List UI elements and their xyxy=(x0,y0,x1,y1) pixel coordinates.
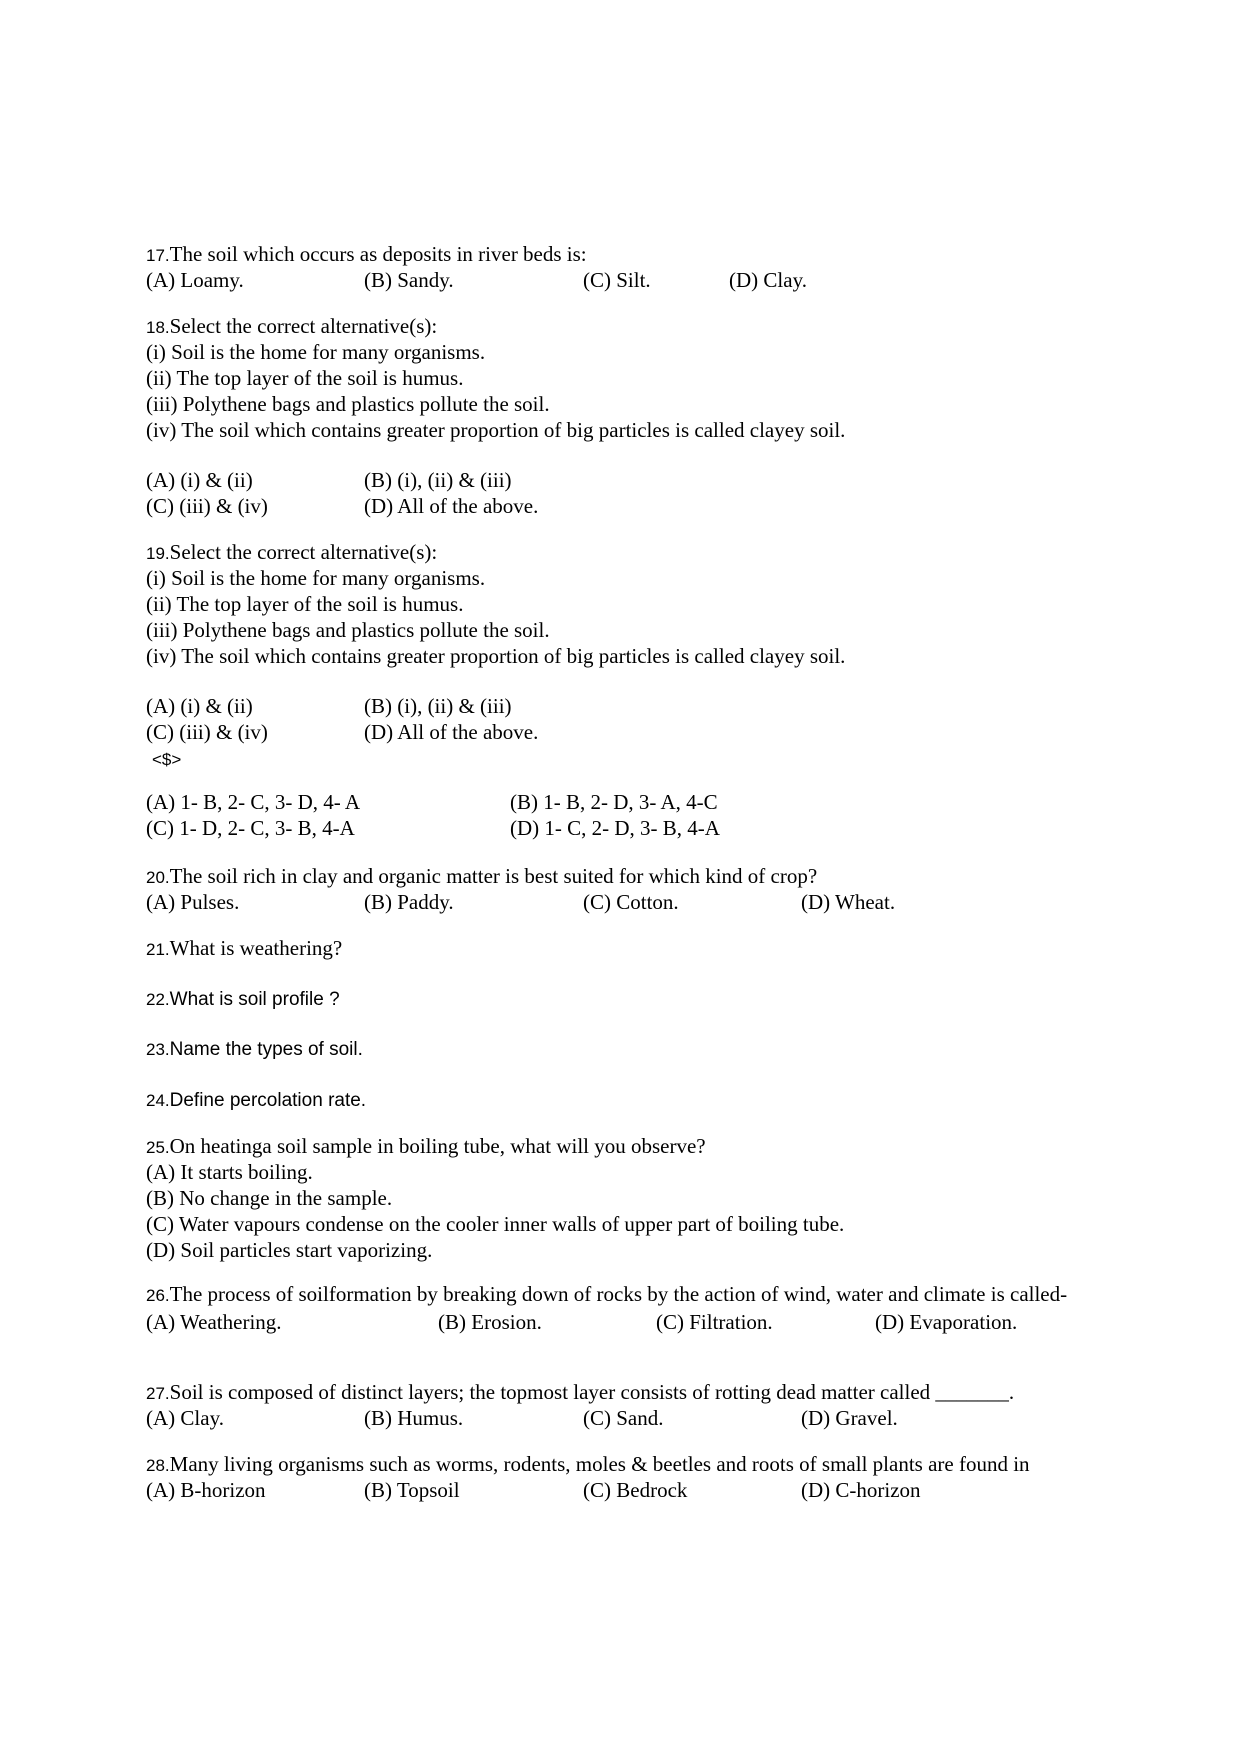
question-text: The soil which occurs as deposits in river beds is: xyxy=(169,242,587,266)
options-row xyxy=(146,1477,1126,1503)
options-row xyxy=(146,467,1126,493)
option-b: (B) Topsoil xyxy=(364,1478,460,1502)
option-b: (B) Sandy. xyxy=(364,268,454,292)
question-25 xyxy=(146,1133,1126,1263)
question-number: 17. xyxy=(146,246,170,265)
option-d: (D) All of the above. xyxy=(364,494,539,518)
question-number: 22. xyxy=(146,990,170,1009)
question-17 xyxy=(146,241,1126,293)
question-28 xyxy=(146,1451,1126,1503)
option-d: (D) Soil particles start vaporizing. xyxy=(146,1238,433,1262)
question-number: 20. xyxy=(146,868,170,887)
question-21 xyxy=(146,935,1126,961)
statement: (ii) The top layer of the soil is humus. xyxy=(146,366,464,390)
question-text: What is soil profile ? xyxy=(169,989,340,1010)
placeholder-marker: <$> xyxy=(152,750,182,769)
option-b: (B) (i), (ii) & (iii) xyxy=(364,468,512,492)
options-row xyxy=(146,1309,1126,1335)
question-27 xyxy=(146,1379,1126,1431)
options-row xyxy=(146,493,1126,519)
question-18 xyxy=(146,313,1126,519)
question-text: Many living organisms such as worms, rodents, moles & beetles and roots of small plants are found in xyxy=(169,1452,1030,1476)
question-text: Select the correct alternative(s): xyxy=(169,540,438,564)
question-23 xyxy=(146,1035,1126,1061)
question-number: 23. xyxy=(146,1040,170,1059)
question-20 xyxy=(146,863,1126,915)
option-d: (D) All of the above. xyxy=(364,720,539,744)
option-c: (C) Filtration. xyxy=(656,1310,773,1334)
options-row xyxy=(146,1405,1126,1431)
question-19 xyxy=(146,539,1126,841)
option-a: (A) Pulses. xyxy=(146,890,240,914)
option-c: (C) Cotton. xyxy=(583,890,679,914)
option-a: (A) B-horizon xyxy=(146,1478,266,1502)
question-text: Soil is composed of distinct layers; the topmost layer consists of rotting dead matter called _______. xyxy=(169,1380,1015,1404)
question-text: Select the correct alternative(s): xyxy=(169,314,438,338)
statement: (iii) Polythene bags and plastics pollute the soil. xyxy=(146,618,550,642)
option-c: (C) Silt. xyxy=(583,268,651,292)
option-d: (D) Clay. xyxy=(729,268,807,292)
question-24 xyxy=(146,1086,1126,1112)
question-22 xyxy=(146,985,1126,1011)
option-a: (A) Loamy. xyxy=(146,268,244,292)
statement: (ii) The top layer of the soil is humus. xyxy=(146,592,464,616)
option-c: (C) Water vapours condense on the cooler inner walls of upper part of boiling tube. xyxy=(146,1212,845,1236)
option-c: (C) (iii) & (iv) xyxy=(146,494,268,518)
question-text: Name the types of soil. xyxy=(169,1039,363,1060)
option-b: (B) (i), (ii) & (iii) xyxy=(364,694,512,718)
statement: (iv) The soil which contains greater proportion of big particles is called clayey soil. xyxy=(146,644,846,668)
option-a: (A) Weathering. xyxy=(146,1310,282,1334)
option-d: (D) Gravel. xyxy=(801,1406,898,1430)
option-a: (A) (i) & (ii) xyxy=(146,468,253,492)
question-number: 25. xyxy=(146,1138,170,1157)
option-c: (C) Sand. xyxy=(583,1406,664,1430)
option-a: (A) Clay. xyxy=(146,1406,224,1430)
question-text: On heatinga soil sample in boiling tube, what will you observe? xyxy=(169,1134,706,1158)
statement: (iv) The soil which contains greater proportion of big particles is called clayey soil. xyxy=(146,418,846,442)
statement: (i) Soil is the home for many organisms. xyxy=(146,566,486,590)
options-row xyxy=(146,267,1126,293)
question-text: What is weathering? xyxy=(169,936,343,960)
option-b: (B) Humus. xyxy=(364,1406,464,1430)
option-b: (B) Erosion. xyxy=(438,1310,542,1334)
question-text: The soil rich in clay and organic matter is best suited for which kind of crop? xyxy=(169,864,818,888)
match-option-b: (B) 1- B, 2- D, 3- A, 4-C xyxy=(510,790,718,814)
question-number: 24. xyxy=(146,1091,170,1110)
option-d: (D) C-horizon xyxy=(801,1478,921,1502)
option-b: (B) No change in the sample. xyxy=(146,1186,393,1210)
question-number: 27. xyxy=(146,1384,170,1403)
question-number: 26. xyxy=(146,1286,170,1305)
statement: (i) Soil is the home for many organisms. xyxy=(146,340,486,364)
match-option-c: (C) 1- D, 2- C, 3- B, 4-A xyxy=(146,816,355,840)
options-row xyxy=(146,719,1126,745)
options-row xyxy=(146,889,1126,915)
question-number: 21. xyxy=(146,940,170,959)
match-option-a: (A) 1- B, 2- C, 3- D, 4- A xyxy=(146,790,361,814)
question-number: 28. xyxy=(146,1456,170,1475)
option-d: (D) Wheat. xyxy=(801,890,896,914)
question-number: 18. xyxy=(146,318,170,337)
match-options-row xyxy=(146,789,1126,815)
question-26 xyxy=(146,1281,1126,1335)
question-number: 19. xyxy=(146,544,170,563)
option-d: (D) Evaporation. xyxy=(875,1310,1018,1334)
question-text: The process of soilformation by breaking down of rocks by the action of wind, water and climate is called- xyxy=(169,1282,1068,1306)
option-c: (C) (iii) & (iv) xyxy=(146,720,268,744)
option-c: (C) Bedrock xyxy=(583,1478,688,1502)
options-row xyxy=(146,693,1126,719)
statement: (iii) Polythene bags and plastics pollute the soil. xyxy=(146,392,550,416)
question-text: Define percolation rate. xyxy=(169,1090,367,1111)
match-option-d: (D) 1- C, 2- D, 3- B, 4-A xyxy=(510,816,720,840)
option-a: (A) (i) & (ii) xyxy=(146,694,253,718)
option-b: (B) Paddy. xyxy=(364,890,454,914)
option-a: (A) It starts boiling. xyxy=(146,1160,313,1184)
match-options-row xyxy=(146,815,1126,841)
